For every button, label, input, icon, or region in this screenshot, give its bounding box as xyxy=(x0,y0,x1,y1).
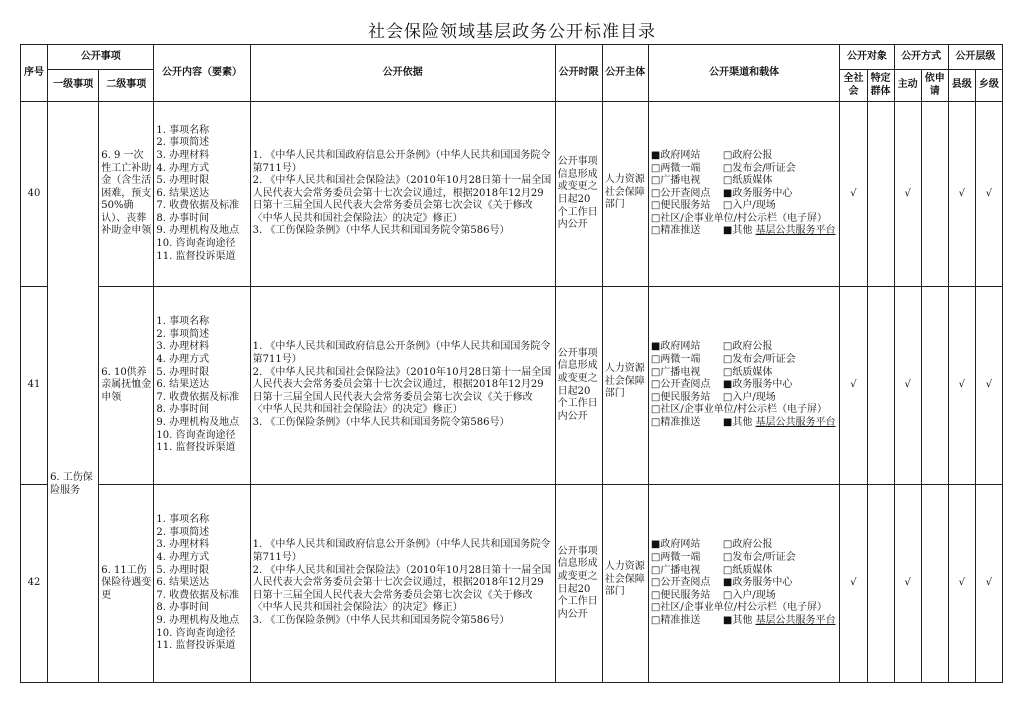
table-row xyxy=(21,485,1003,683)
header-basis: 公开依据 xyxy=(250,45,555,102)
check-target-all: √ xyxy=(840,102,867,287)
channel-option: □便民服务站 xyxy=(650,200,711,212)
page-title: 社会保险领域基层政务公开标准目录 xyxy=(368,22,656,42)
channel-option: □两微一端 xyxy=(650,354,701,366)
content-item: 1. 事项名称 xyxy=(156,514,210,526)
check-township: √ xyxy=(975,102,1002,287)
header-subject: 公开主体 xyxy=(602,45,648,102)
row-seq: 42 xyxy=(21,485,48,683)
header-level-county: 县级 xyxy=(948,70,975,102)
channel-option: □精准推送 xyxy=(650,416,701,428)
channel-option: □纸质媒体 xyxy=(722,366,773,378)
channel-option: □公开查阅点 xyxy=(650,577,711,589)
header-method-apply: 依申请 xyxy=(921,70,948,102)
channel-option: ■其他 xyxy=(722,416,753,428)
catalog-table xyxy=(20,44,1003,683)
channel-option: ■政务服务中心 xyxy=(722,187,793,199)
header-row-1 xyxy=(21,45,1003,70)
channel-option: □社区/企事业单位/村公示栏（电子屏） xyxy=(650,602,828,614)
content-item: 5. 办理时限 xyxy=(156,175,210,187)
basis-item: 2. 《中华人民共和国社会保险法》（2010年10月28日第十一届全国人民代表大会常务委员会第十七次会议通过，根据2018年12月29日第十三届全国人民代表大会常务委员会第七次会议《关于修改〈中华人民共和国社会保险法〉的决定》修正） xyxy=(252,564,552,614)
check-apply xyxy=(921,485,948,683)
content-item: 6. 结果送达 xyxy=(156,379,210,391)
header-level-township: 乡级 xyxy=(975,70,1002,102)
basis-item: 2. 《中华人民共和国社会保险法》（2010年10月28日第十一届全国人民代表大会常务委员会第十七次会议通过，根据2018年12月29日第十三届全国人民代表大会常务委员会第七次会议《关于修改〈中华人民共和国社会保险法〉的决定》修正） xyxy=(252,366,552,416)
content-item: 2. 事项简述 xyxy=(156,137,210,149)
content-item: 2. 事项简述 xyxy=(156,328,210,340)
content-item: 6. 结果送达 xyxy=(156,187,210,199)
content-item: 4. 办理方式 xyxy=(156,354,210,366)
channels xyxy=(648,287,840,485)
content-item: 3. 办理材料 xyxy=(156,341,210,353)
content-item: 7. 收费依据及标准 xyxy=(156,589,240,601)
channel-option: □发布会/听证会 xyxy=(722,162,796,174)
channel-other-link: 基层公共服务平台 xyxy=(755,416,836,428)
header-level: 公开层级 xyxy=(948,45,1002,70)
header-content: 公开内容（要素） xyxy=(154,45,250,102)
level2-item: 6. 10供养亲属抚恤金申领 xyxy=(99,287,154,485)
channel-option: □发布会/听证会 xyxy=(722,354,796,366)
basis-list xyxy=(250,485,555,683)
channel-option: □纸质媒体 xyxy=(722,175,773,187)
channel-option: □便民服务站 xyxy=(650,589,711,601)
check-target-all: √ xyxy=(840,485,867,683)
header-seq: 序号 xyxy=(21,45,48,102)
channel-option: □发布会/听证会 xyxy=(722,552,796,564)
basis-item: 1. 《中华人民共和国政府信息公开条例》（中华人民共和国国务院令第711号） xyxy=(252,341,551,366)
channel-other-link: 基层公共服务平台 xyxy=(755,614,836,626)
channel-option: □入户/现场 xyxy=(722,589,776,601)
channel-option: ■政务服务中心 xyxy=(722,379,793,391)
basis-item: 3. 《工伤保险条例》（中华人民共和国国务院令第586号） xyxy=(252,416,510,428)
row-seq: 40 xyxy=(21,102,48,287)
content-item: 9. 办理机构及地点 xyxy=(156,416,240,428)
header-target: 公开对象 xyxy=(840,45,894,70)
header-matters: 公开事项 xyxy=(48,45,154,70)
channel-option: □公开查阅点 xyxy=(650,379,711,391)
channel-option: ■其他 xyxy=(722,225,753,237)
content-item: 11. 监督投诉渠道 xyxy=(156,640,236,652)
table-row xyxy=(21,102,1003,287)
check-apply xyxy=(921,287,948,485)
content-item: 10. 咨询查询途径 xyxy=(156,429,236,441)
channel-option: ■政府网站 xyxy=(650,341,701,353)
basis-item: 3. 《工伤保险条例》（中华人民共和国国务院令第586号） xyxy=(252,225,510,237)
content-item: 8. 办事时间 xyxy=(156,212,210,224)
check-township: √ xyxy=(975,287,1002,485)
header-method-active: 主动 xyxy=(894,70,921,102)
time-limit: 公开事项信息形成或变更之日起20个工作日内公开 xyxy=(555,102,602,287)
channel-option: ■政府网站 xyxy=(650,149,701,161)
channel-option: □政府公报 xyxy=(722,341,773,353)
check-county: √ xyxy=(948,287,975,485)
content-list xyxy=(154,102,250,287)
content-list xyxy=(154,287,250,485)
channel-option: ■政务服务中心 xyxy=(722,577,793,589)
content-item: 5. 办理时限 xyxy=(156,564,210,576)
header-target-all: 全社会 xyxy=(840,70,867,102)
content-item: 8. 办事时间 xyxy=(156,602,210,614)
content-item: 3. 办理材料 xyxy=(156,539,210,551)
channels xyxy=(648,485,840,683)
basis-item: 2. 《中华人民共和国社会保险法》（2010年10月28日第十一届全国人民代表大会常务委员会第十七次会议通过，根据2018年12月29日第十三届全国人民代表大会常务委员会第七次会议《关于修改〈中华人民共和国社会保险法〉的决定》修正） xyxy=(252,175,552,224)
channel-option: □入户/现场 xyxy=(722,200,776,212)
channel-option: □公开查阅点 xyxy=(650,187,711,199)
level2-item: 6. 11工伤保险待遇变更 xyxy=(99,485,154,683)
check-apply xyxy=(921,102,948,287)
header-target-specific: 特定群体 xyxy=(867,70,894,102)
level1-item: 6. 工伤保险服务 xyxy=(50,472,93,496)
header-level1: 一级事项 xyxy=(48,70,99,102)
channels xyxy=(648,102,840,287)
content-item: 1. 事项名称 xyxy=(156,316,210,328)
header-method: 公开方式 xyxy=(894,45,948,70)
header-time-limit: 公开时限 xyxy=(555,45,602,102)
check-target-specific xyxy=(867,485,894,683)
channel-option: □两微一端 xyxy=(650,162,701,174)
channel-option: ■其他 xyxy=(722,614,753,626)
content-item: 1. 事项名称 xyxy=(156,124,210,136)
content-list xyxy=(154,485,250,683)
content-item: 4. 办理方式 xyxy=(156,162,210,174)
content-item: 6. 结果送达 xyxy=(156,577,210,589)
check-township: √ xyxy=(975,485,1002,683)
subject: 人力资源社会保障部门 xyxy=(602,485,648,683)
content-item: 4. 办理方式 xyxy=(156,552,210,564)
time-limit: 公开事项信息形成或变更之日起20个工作日内公开 xyxy=(555,287,602,485)
channel-other-link: 基层公共服务平台 xyxy=(755,225,836,237)
content-item: 3. 办理材料 xyxy=(156,149,210,161)
header-level2: 二级事项 xyxy=(99,70,154,102)
subject: 人力资源社会保障部门 xyxy=(602,102,648,287)
check-active: √ xyxy=(894,287,921,485)
check-target-specific xyxy=(867,102,894,287)
check-active: √ xyxy=(894,102,921,287)
row-seq: 41 xyxy=(21,287,48,485)
check-county: √ xyxy=(948,485,975,683)
time-limit: 公开事项信息形成或变更之日起20个工作日内公开 xyxy=(555,485,602,683)
basis-list xyxy=(250,287,555,485)
check-active: √ xyxy=(894,485,921,683)
content-item: 7. 收费依据及标准 xyxy=(156,391,240,403)
channel-option: □政府公报 xyxy=(722,539,773,551)
channel-option: □广播电视 xyxy=(650,366,701,378)
channel-option: □纸质媒体 xyxy=(722,564,773,576)
channel-option: □入户/现场 xyxy=(722,391,776,403)
channel-option: □精准推送 xyxy=(650,225,701,237)
check-target-specific xyxy=(867,287,894,485)
content-item: 10. 咨询查询途径 xyxy=(156,238,236,250)
content-item: 8. 办事时间 xyxy=(156,404,210,416)
basis-item: 1. 《中华人民共和国政府信息公开条例》（中华人民共和国国务院令第711号） xyxy=(252,539,551,564)
content-item: 9. 办理机构及地点 xyxy=(156,614,240,626)
table-row xyxy=(21,287,1003,485)
channel-option: □政府公报 xyxy=(722,149,773,161)
content-item: 2. 事项简述 xyxy=(156,526,210,538)
content-item: 5. 办理时限 xyxy=(156,366,210,378)
content-item: 10. 咨询查询途径 xyxy=(156,627,236,639)
channel-option: □社区/企事业单位/村公示栏（电子屏） xyxy=(650,212,828,224)
channel-option: □社区/企事业单位/村公示栏（电子屏） xyxy=(650,404,828,416)
channel-option: □便民服务站 xyxy=(650,391,711,403)
check-county: √ xyxy=(948,102,975,287)
check-target-all: √ xyxy=(840,287,867,485)
level1-cell xyxy=(48,102,99,683)
channel-option: ■政府网站 xyxy=(650,539,701,551)
content-item: 11. 监督投诉渠道 xyxy=(156,250,236,262)
channel-option: □精准推送 xyxy=(650,614,701,626)
channel-option: □广播电视 xyxy=(650,564,701,576)
basis-item: 1. 《中华人民共和国政府信息公开条例》（中华人民共和国国务院令第711号） xyxy=(252,149,551,174)
content-item: 11. 监督投诉渠道 xyxy=(156,442,236,454)
content-item: 7. 收费依据及标准 xyxy=(156,200,240,212)
header-channels: 公开渠道和载体 xyxy=(648,45,840,102)
basis-item: 3. 《工伤保险条例》（中华人民共和国国务院令第586号） xyxy=(252,614,510,626)
subject: 人力资源社会保障部门 xyxy=(602,287,648,485)
content-item: 9. 办理机构及地点 xyxy=(156,225,240,237)
level2-item: 6. 9 一次性工亡补助金（含生活困难，预支50%确认）、丧葬补助金申领 xyxy=(99,102,154,287)
channel-option: □两微一端 xyxy=(650,552,701,564)
channel-option: □广播电视 xyxy=(650,175,701,187)
basis-list xyxy=(250,102,555,287)
